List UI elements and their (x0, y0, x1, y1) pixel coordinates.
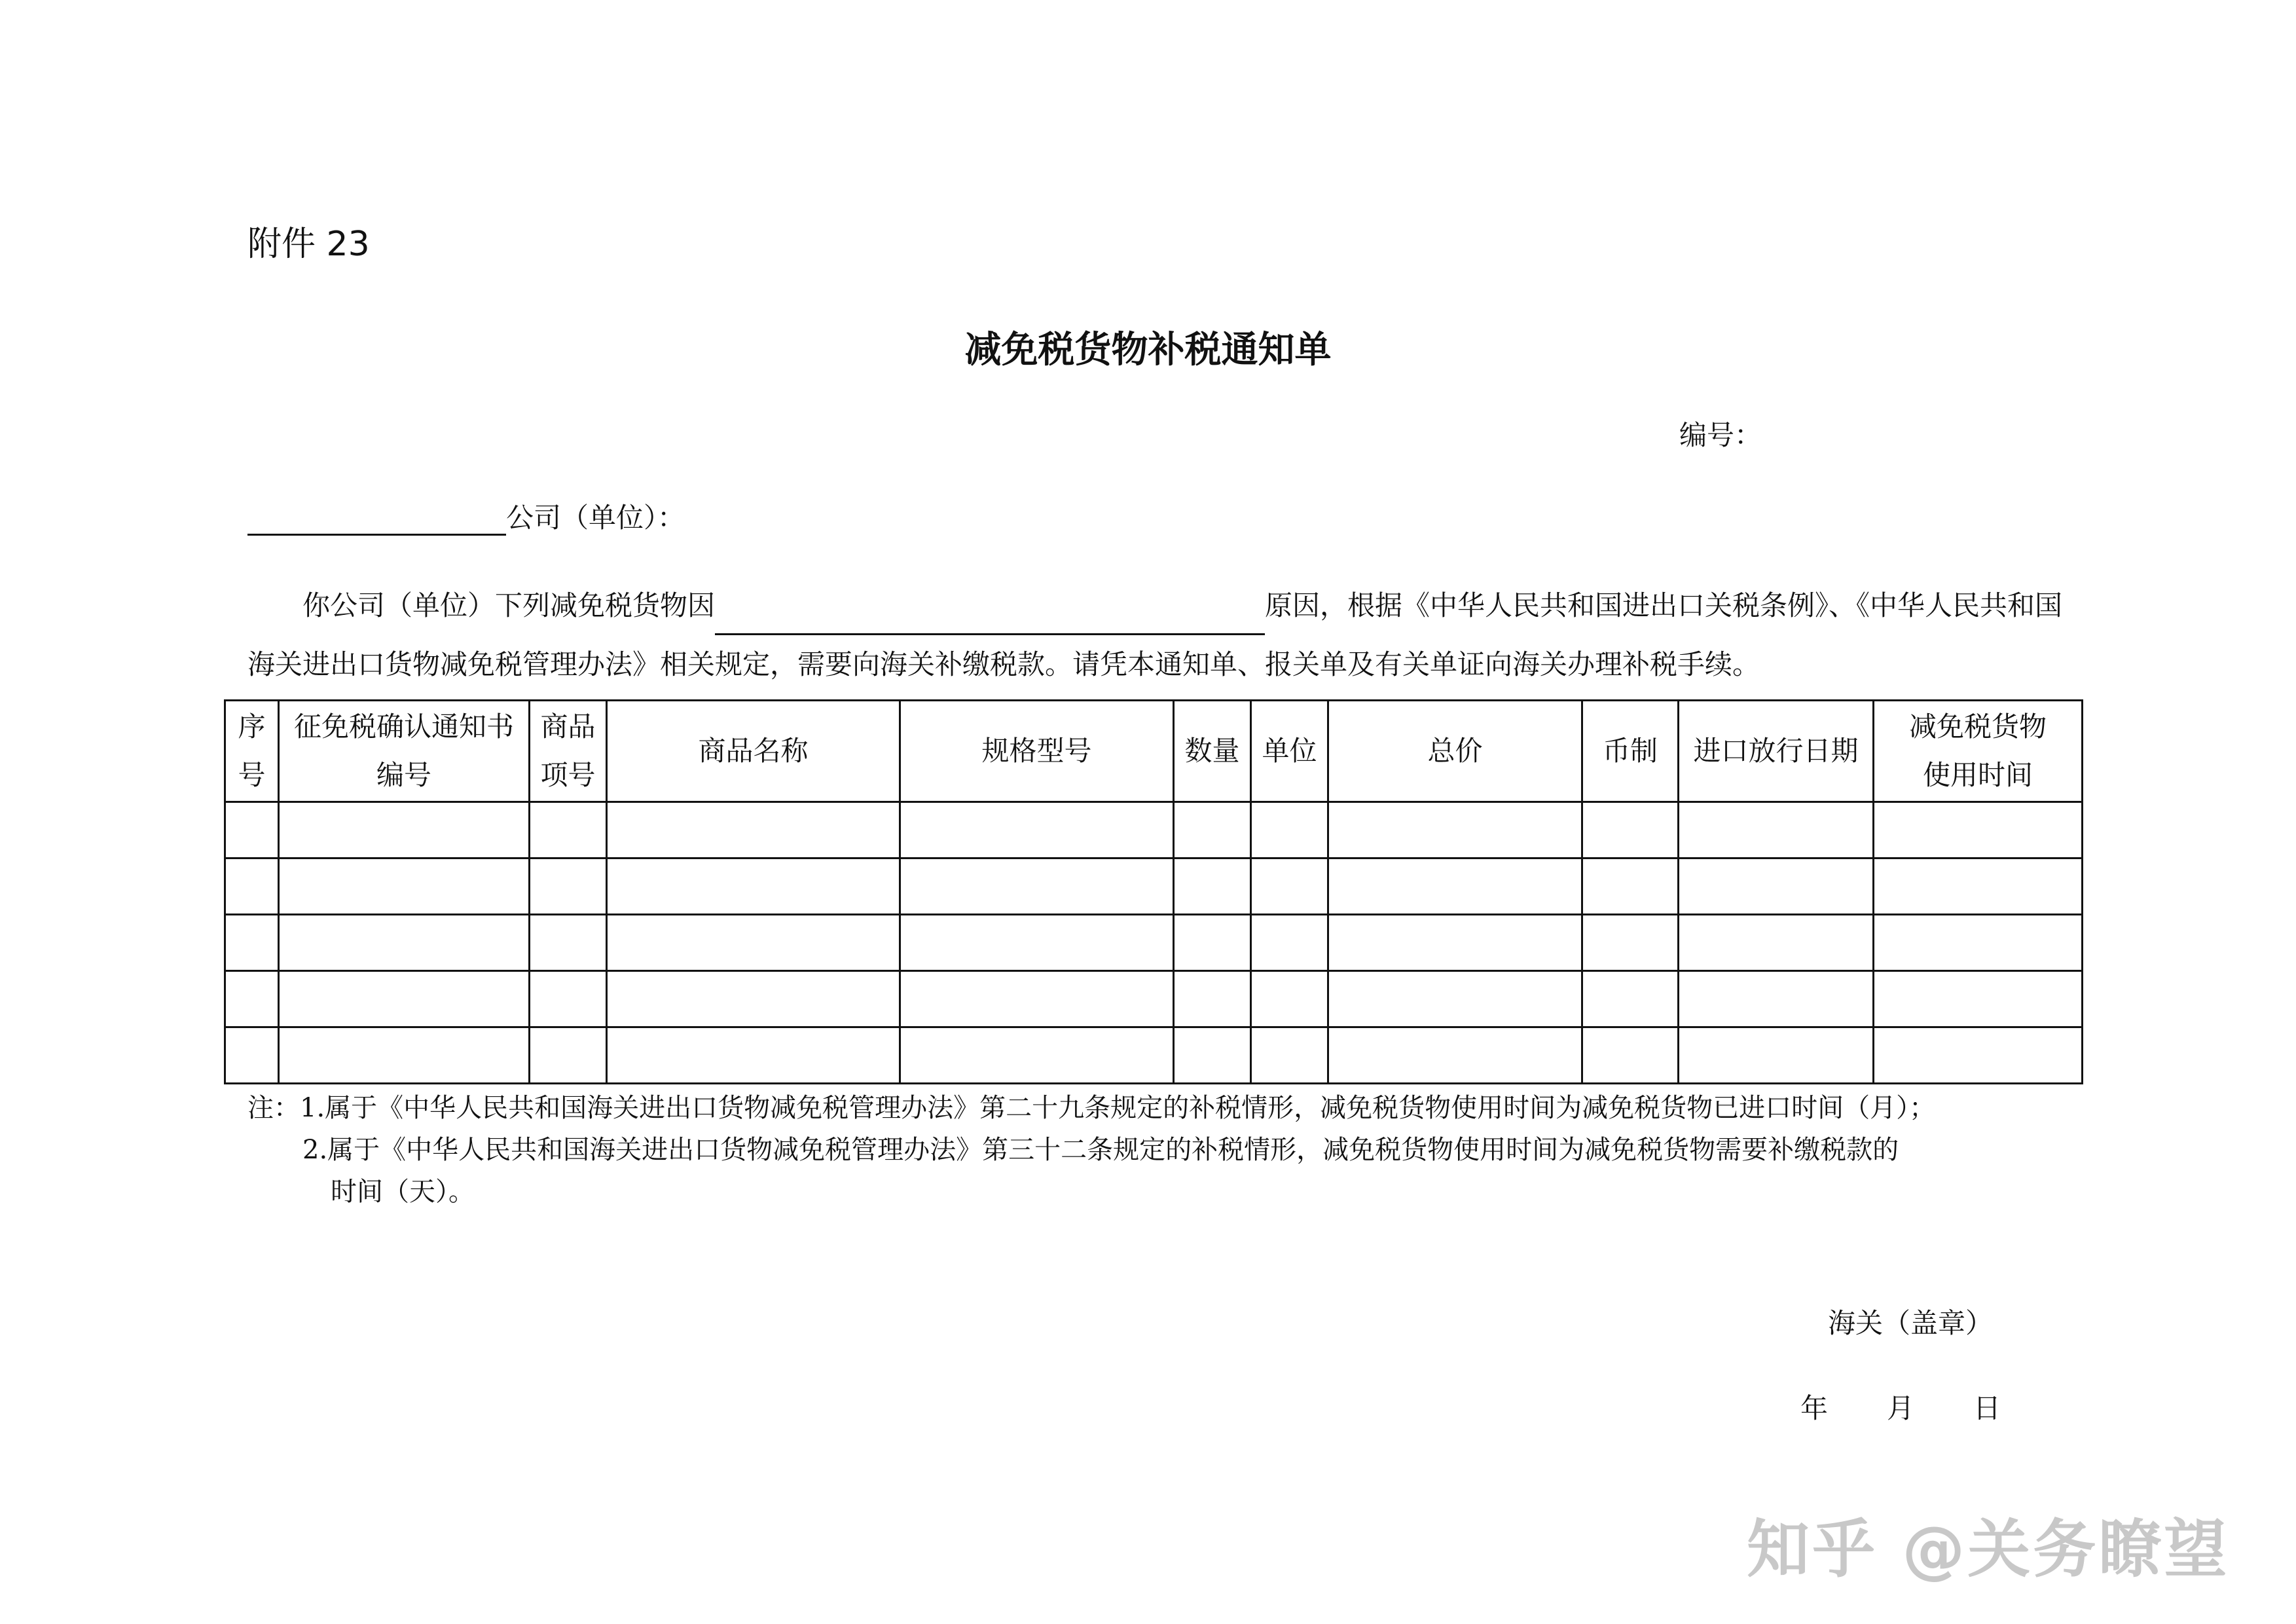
table-row (225, 915, 2083, 971)
paragraph-part1: 你公司（单位）下列减免税货物因 (302, 589, 716, 621)
table-cell[interactable] (1174, 971, 1251, 1027)
table-cell[interactable] (1582, 802, 1679, 858)
table-cell[interactable] (225, 915, 279, 971)
customs-seal-label: 海关（盖章） (1828, 1307, 1994, 1339)
table-cell[interactable] (1679, 915, 1874, 971)
column-header-line1: 商品名称 (698, 735, 809, 767)
column-header (607, 701, 900, 802)
column-header-line2: 编号 (376, 759, 431, 791)
date-month-label: 月 (1887, 1392, 1915, 1424)
table-cell[interactable] (530, 1027, 607, 1084)
watermark: 知乎 @关务瞭望 (1747, 1513, 2230, 1586)
column-header-line2: 使用时间 (1922, 759, 2033, 791)
table-cell[interactable] (1251, 802, 1328, 858)
table-cell[interactable] (900, 802, 1174, 858)
table-cell[interactable] (279, 915, 530, 971)
table-cell[interactable] (607, 858, 900, 915)
date-year-label: 年 (1800, 1392, 1829, 1424)
column-header (225, 701, 279, 802)
table-cell[interactable] (1582, 858, 1679, 915)
table-cell[interactable] (1251, 915, 1328, 971)
attachment-label: 附件 23 (247, 225, 370, 264)
table-cell[interactable] (1582, 971, 1679, 1027)
column-header-line1: 征免税确认通知书 (293, 710, 514, 743)
column-header-line1: 序 (238, 710, 266, 743)
table-cell[interactable] (225, 1027, 279, 1084)
table-cell[interactable] (279, 858, 530, 915)
table-cell[interactable] (279, 1027, 530, 1084)
reason-blank[interactable] (715, 633, 1265, 635)
column-header-line1: 进口放行日期 (1693, 735, 1859, 767)
table-cell[interactable] (1328, 858, 1582, 915)
table-cell[interactable] (900, 1027, 1174, 1084)
table-cell[interactable] (279, 802, 530, 858)
table-cell[interactable] (1679, 858, 1874, 915)
table-row (225, 858, 2083, 915)
column-header (1174, 701, 1251, 802)
table-row (225, 1027, 2083, 1084)
company-suffix: 公司（单位）： (506, 502, 685, 534)
column-header (900, 701, 1174, 802)
table-cell[interactable] (1251, 971, 1328, 1027)
table-cell[interactable] (1582, 915, 1679, 971)
column-header (1328, 701, 1582, 802)
column-header-line1: 币制 (1602, 735, 1658, 767)
company-line (247, 496, 685, 536)
column-header-line1: 数量 (1184, 735, 1240, 767)
note-2-continued: 时间（天）。 (331, 1177, 475, 1207)
table-cell[interactable] (1174, 1027, 1251, 1084)
table-cell[interactable] (1251, 858, 1328, 915)
table-cell[interactable] (1679, 1027, 1874, 1084)
table-cell[interactable] (225, 971, 279, 1027)
table-cell[interactable] (1582, 1027, 1679, 1084)
table-cell[interactable] (530, 858, 607, 915)
table-cell[interactable] (900, 915, 1174, 971)
table-cell[interactable] (225, 802, 279, 858)
column-header (1679, 701, 1874, 802)
document-title: 减免税货物补税通知单 (964, 329, 1332, 371)
column-header-line1: 总价 (1427, 735, 1483, 767)
table-row (225, 971, 2083, 1027)
table-row (225, 802, 2083, 858)
table-cell[interactable] (1174, 915, 1251, 971)
table-cell[interactable] (1174, 802, 1251, 858)
table-cell[interactable] (1874, 1027, 2083, 1084)
column-header (1874, 701, 2083, 802)
column-header-line2: 项号 (540, 759, 596, 791)
table-cell[interactable] (1874, 858, 2083, 915)
table-cell[interactable] (1174, 858, 1251, 915)
table-cell[interactable] (1328, 1027, 1582, 1084)
table-cell[interactable] (1328, 915, 1582, 971)
column-header-line1: 商品 (540, 710, 596, 743)
column-header (1251, 701, 1328, 802)
table-cell[interactable] (1874, 802, 2083, 858)
table-cell[interactable] (607, 1027, 900, 1084)
column-header-line1: 单位 (1262, 735, 1317, 767)
company-name-blank[interactable] (247, 534, 506, 536)
date-day-label: 日 (1973, 1392, 2001, 1424)
table-cell[interactable] (1679, 802, 1874, 858)
table-cell[interactable] (530, 915, 607, 971)
notice-paragraph (247, 576, 2068, 694)
paragraph-part2: 原因，根据《中华人民共和国进出口关税条例》、《中华人民共和国海关进出口货物减免税管理办法》相关规定，需要向海关补缴税款。请凭本通知单、报关单及有关单证向海关办理补税手续。 (247, 589, 2063, 680)
column-header (279, 701, 530, 802)
note-2: 2.属于《中华人民共和国海关进出口货物减免税管理办法》第三十二条规定的补税情形，减免税货物使用时间为减免税货物需要补缴税款的 (302, 1135, 1899, 1165)
note-1: 注：1.属于《中华人民共和国海关进出口货物减免税管理办法》第二十九条规定的补税情形，减免税货物使用时间为减免税货物已进口时间（月）； (247, 1093, 1936, 1123)
table-cell[interactable] (530, 971, 607, 1027)
column-header-line1: 规格型号 (981, 735, 1092, 767)
table-cell[interactable] (607, 802, 900, 858)
table-header-row (225, 701, 2083, 802)
table-cell[interactable] (1874, 971, 2083, 1027)
table-cell[interactable] (1251, 1027, 1328, 1084)
table-cell[interactable] (225, 858, 279, 915)
column-header (1582, 701, 1679, 802)
table-cell[interactable] (279, 971, 530, 1027)
doc-number-label: 编号： (1679, 419, 1762, 451)
table-cell[interactable] (900, 971, 1174, 1027)
table-cell[interactable] (607, 915, 900, 971)
table-cell[interactable] (530, 802, 607, 858)
table-cell[interactable] (1679, 971, 1874, 1027)
column-header-line1: 减免税货物 (1908, 710, 2047, 743)
date-line (1800, 1387, 2001, 1426)
goods-table (224, 699, 2083, 1084)
table-cell[interactable] (900, 858, 1174, 915)
column-header (530, 701, 607, 802)
table-cell[interactable] (1874, 915, 2083, 971)
table-cell[interactable] (1328, 802, 1582, 858)
column-header-line2: 号 (238, 759, 266, 791)
table-cell[interactable] (1328, 971, 1582, 1027)
table-cell[interactable] (607, 971, 900, 1027)
